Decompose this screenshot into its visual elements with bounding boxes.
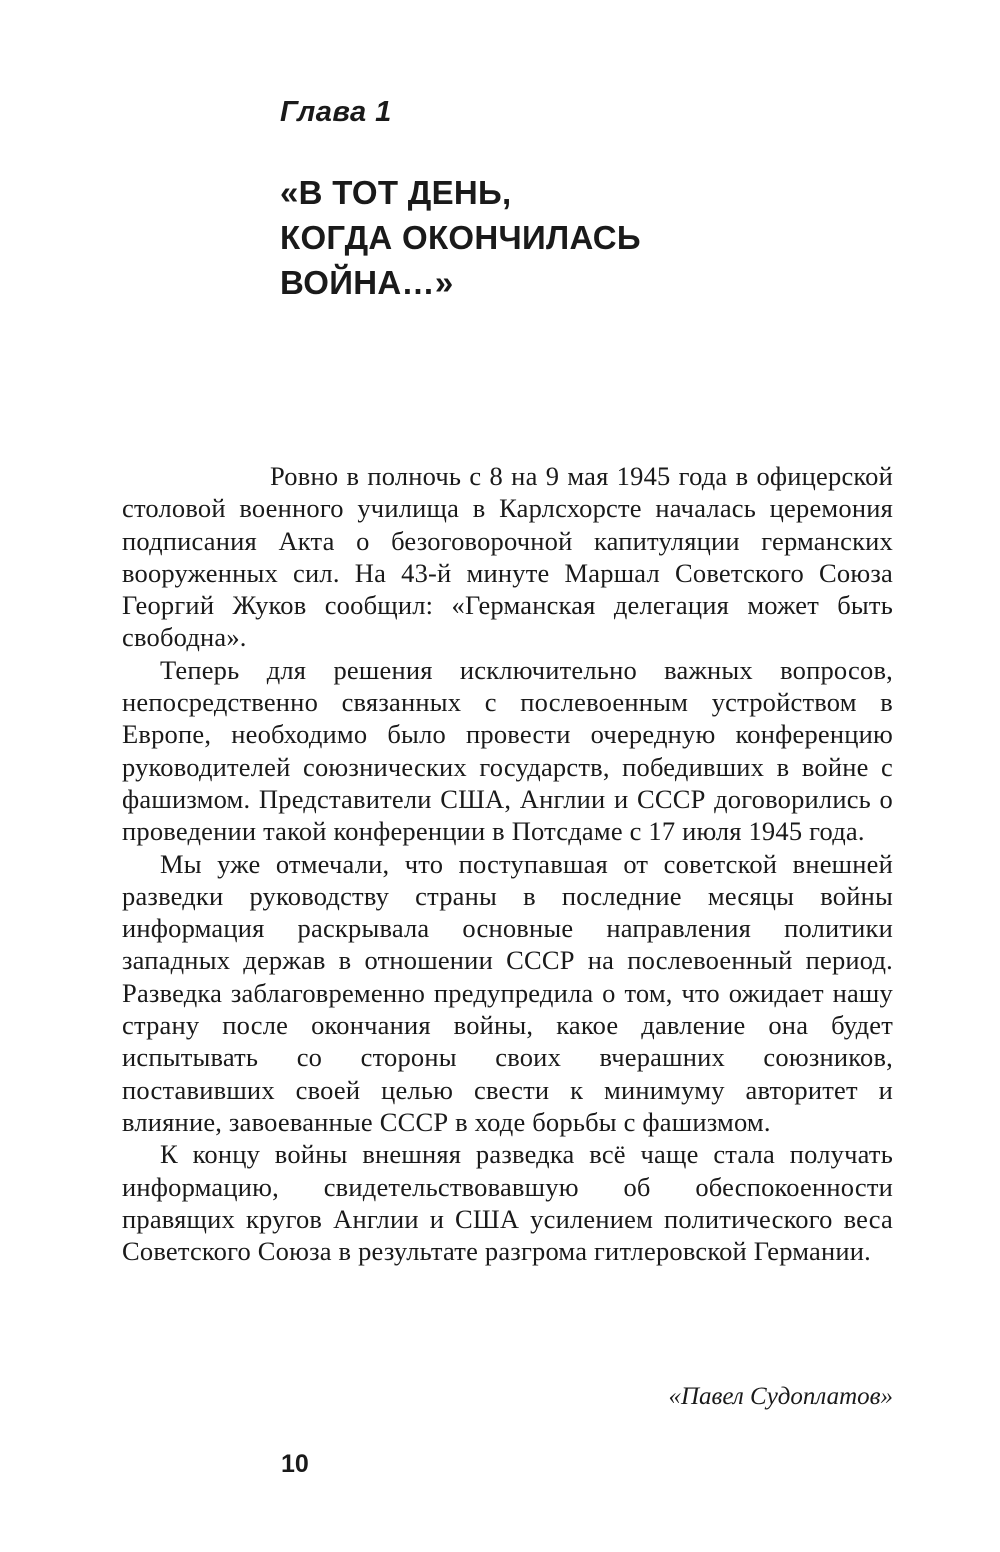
chapter-label: Глава 1 — [280, 96, 392, 128]
page-number: 10 — [281, 1450, 309, 1478]
paragraph: Ровно в полночь с 8 на 9 мая 1945 года в офицерской столовой военного училища в Карлсхорсте началась церемония подписания Акта о безоговорочной капитуляции германских вооруженных сил. На 43-й минуте Маршал Советского Союза Георгий Жуков сообщил: «Германская делегация может быть свободна». — [122, 461, 893, 653]
chapter-title-line: «В ТОТ ДЕНЬ, — [280, 174, 512, 211]
chapter-title-line: КОГДА ОКОНЧИЛАСЬ — [280, 219, 641, 256]
body-text — [122, 460, 893, 1267]
chapter-title — [280, 170, 641, 305]
running-footer: «Павел Судоплатов» — [668, 1383, 893, 1410]
paragraph: Теперь для решения исключительно важных вопросов, непосредственно связанных с послевоенным устройством в Европе, необходимо было провести очередную конференцию руководителей союзнических государств, победивших в войне с фашизмом. Представители США, Англии и СССР договорились о проведении такой конференции в Потсдаме с 17 июля 1945 года. — [122, 654, 893, 847]
paragraph: Мы уже отмечали, что поступавшая от советской внешней разведки руководству страны в последние месяцы войны информация раскрывала основные направления политики западных держав в отношении СССР на послевоенный период. Разведка заблаговременно предупредила о том, что ожидает нашу страну после окончания войны, какое давление она будет испытывать со стороны своих вчерашних союзников, поставивших своей целью свести к минимуму авторитет и влияние, завоеванные СССР в ходе борьбы с фашизмом. — [122, 848, 893, 1137]
paragraph: К концу войны внешняя разведка всё чаще стала получать информацию, свидетельствовавшую об обеспокоенности правящих кругов Англии и США усилением политического веса Советского Союза в результате разгрома гитлеровской Германии. — [122, 1139, 893, 1267]
chapter-title-line: ВОЙНА…» — [280, 264, 454, 301]
